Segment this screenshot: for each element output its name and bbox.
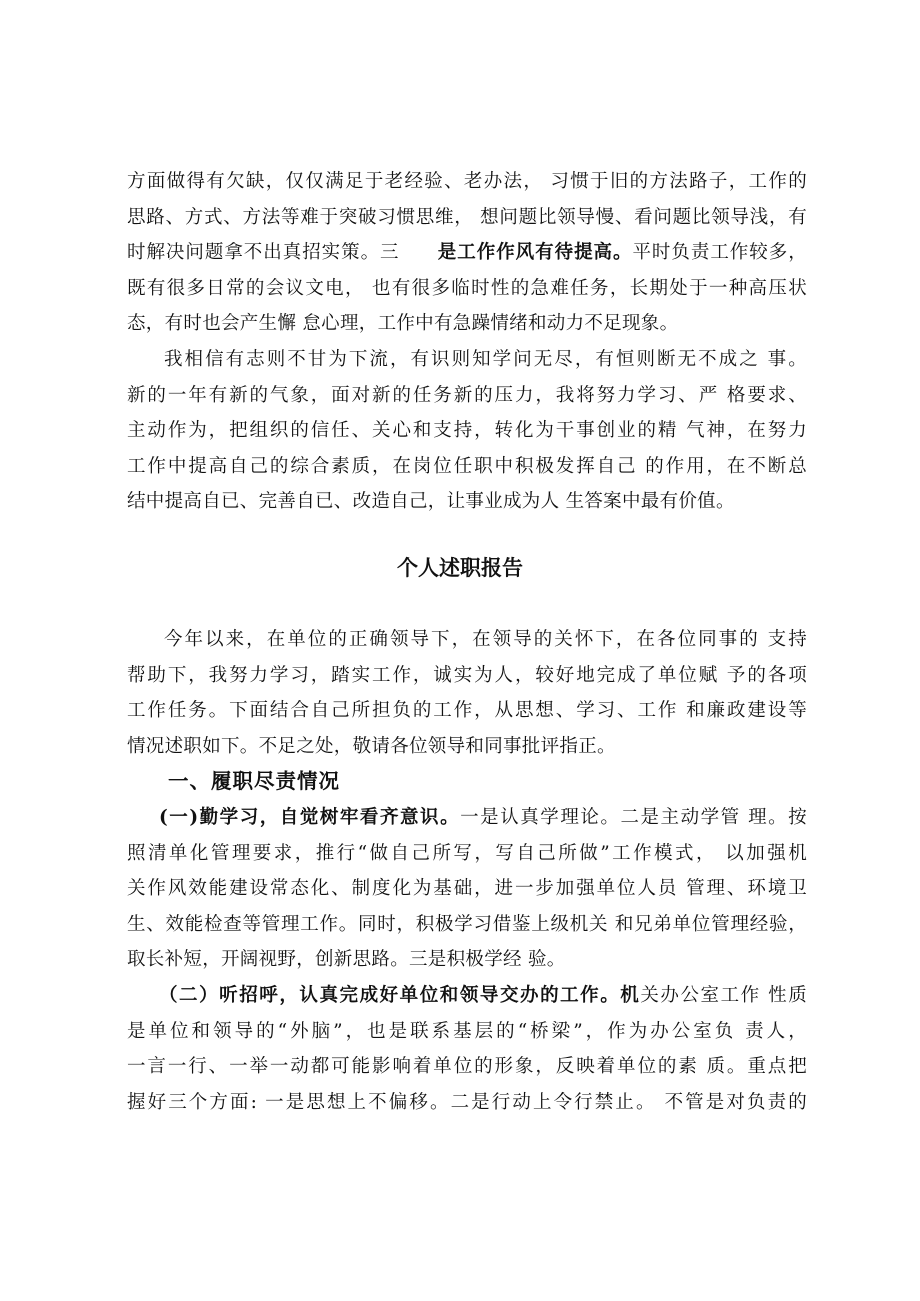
bold-point: （二）听招呼，认真完成好单位和领导交办的工作。机 bbox=[159, 985, 641, 1006]
text-segment: 关办公室工作 性质 bbox=[640, 985, 807, 1006]
text-line: 既有很多日常的会议文电， 也有很多临时性的急难任务，长期处于一种高压状 bbox=[127, 277, 807, 299]
text-line: 照清单化管理要求，推行“做自己所写，写自己所做”工作模式， 以加强机 bbox=[127, 842, 807, 864]
paragraph-study bbox=[127, 800, 807, 978]
bold-point: (一)勤学习，自觉树牢看齐意识。 bbox=[159, 807, 461, 828]
text-line: 情况述职如下。不足之处，敬请各位领导和同事批评指正。 bbox=[127, 735, 616, 757]
text-line: 工作任务。下面结合自己所担负的工作，从思想、学习、工作 和廉政建设等 bbox=[127, 700, 807, 721]
text-line: 今年以来，在单位的正确领导下，在领导的关怀下，在各位同事的 支持 bbox=[164, 629, 807, 650]
text-line: 关作风效能建设常态化、制度化为基础，进一步加强单位人员 管理、环境卫 bbox=[127, 878, 807, 899]
text-line: 工作中提高自己的综合素质，在岗位任职中积极发挥自己 的作用，在不断总 bbox=[127, 455, 807, 477]
text-line: 握好三个方面: 一是思想上不偏移。二是行动上令行禁止。 不管是对负责的 bbox=[127, 1091, 807, 1113]
text-line bbox=[127, 978, 807, 1014]
text-line: 取长补短，开阔视野，创新思路。三是积极学经 验。 bbox=[127, 949, 566, 970]
bold-point: 是工作作风有待提高。 bbox=[437, 242, 633, 263]
page-title: 个人述职报告 bbox=[397, 556, 523, 580]
text-line: 思路、方式、方法等难于突破习惯思维， 想问题比领导慢、看问题比领导浅，有 bbox=[127, 206, 807, 228]
text-line: 主动作为，把组织的信任、关心和支持，转化为干事创业的精 气神，在努力 bbox=[127, 420, 807, 441]
text-segment: 平时负责工作较多， bbox=[632, 242, 807, 263]
text-line: 帮助下，我努力学习，踏实工作，诚实为人，较好地完成了单位赋 予的各项 bbox=[127, 664, 807, 686]
paragraph-resolution bbox=[127, 342, 807, 520]
paragraph-intro bbox=[127, 622, 807, 764]
text-line: 结中提高自已、完善自已、改造自己，让事业成为人 生答案中最有价值。 bbox=[127, 491, 735, 512]
text-line: 新的一年有新的气象，面对新的任务新的压力，我将努力学习、严 格要求、 bbox=[127, 384, 807, 406]
text-segment: 一是认真学理论。二是主动学管 理。按 bbox=[460, 807, 807, 828]
text-line: 方面做得有欠缺，仅仅满足于老经验、老办法， 习惯于旧的方法路子，工作的 bbox=[127, 171, 807, 192]
section-heading: 一、履职尽责情况 bbox=[168, 769, 340, 793]
text-line: 生、效能检查等管理工作。同时，积极学习借鉴上级机关 和兄弟单位管理经验， bbox=[127, 913, 807, 935]
text-line: 我相信有志则不甘为下流，有识则知学问无尽，有恒则断无不成之 事。 bbox=[164, 349, 807, 370]
text-segment: 时解决问题拿不出真招实策。三 bbox=[127, 242, 400, 263]
text-line: 是单位和领导的“外脑”，也是联系基层的“桥梁”，作为办公室负 责人， bbox=[127, 1020, 807, 1042]
paragraph-shortcomings bbox=[127, 164, 807, 342]
text-line bbox=[127, 235, 807, 271]
text-line: 一言一行、一举一动都可能影响着单位的形象，反映着单位的素 质。重点把 bbox=[127, 1056, 807, 1077]
text-line: 态，有时也会产生懈 怠心理，工作中有急躁情绪和动力不足现象。 bbox=[127, 313, 679, 334]
paragraph-duties bbox=[127, 978, 807, 1120]
text-line bbox=[127, 800, 807, 836]
